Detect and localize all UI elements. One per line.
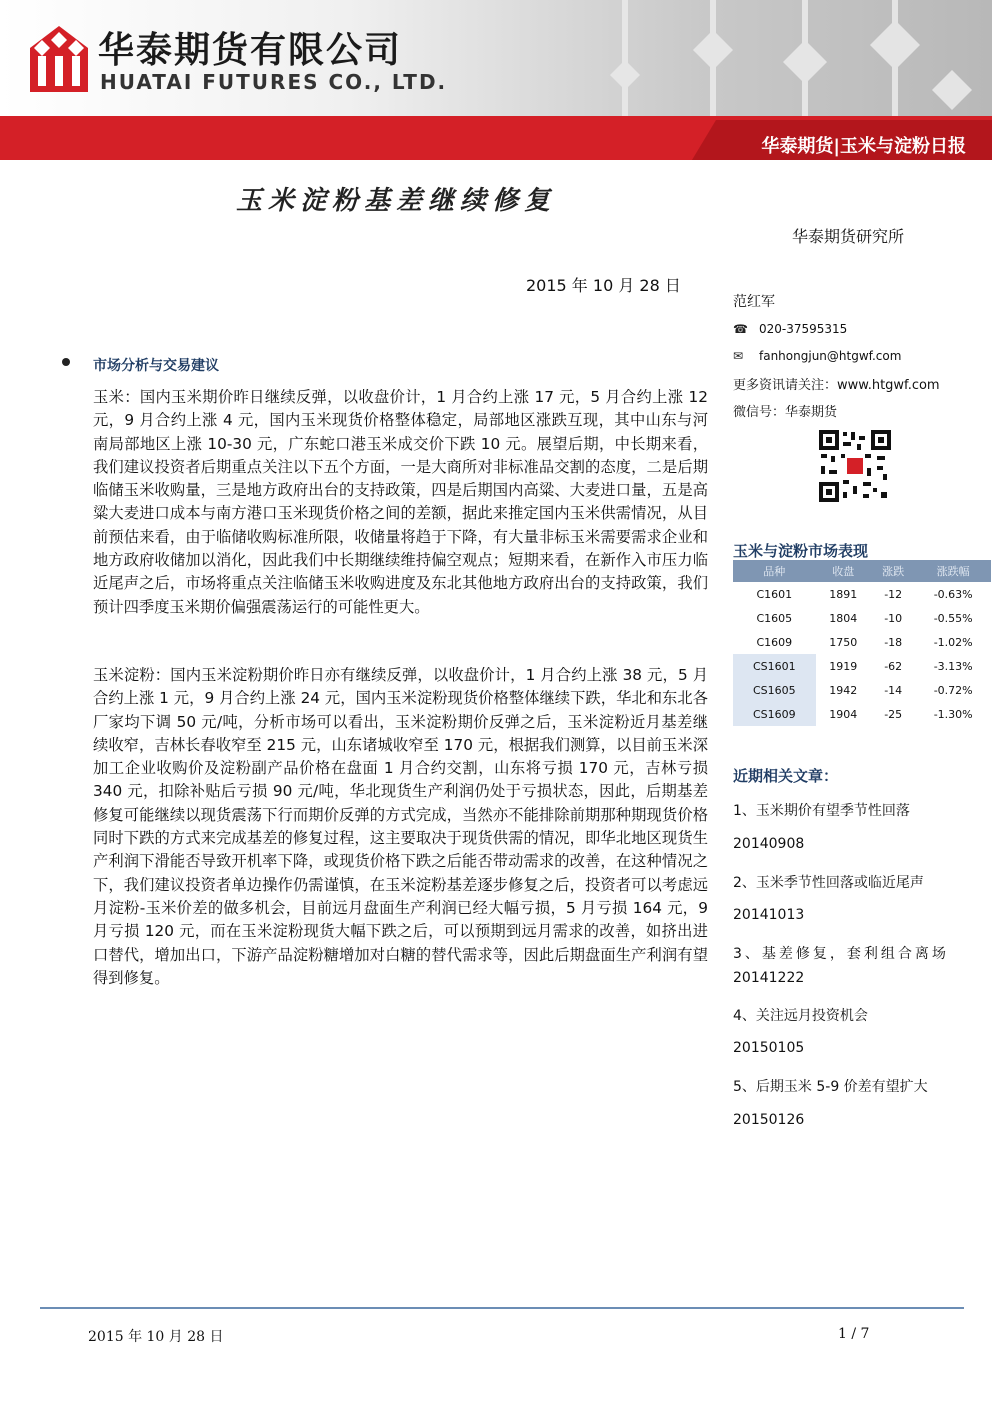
table-row	[733, 702, 991, 726]
corn-analysis-paragraph: 玉米：国内玉米期价昨日继续反弹，以收盘价计，1 月合约上涨 17 元，5 月合约上涨 12 元，9 月合约上涨 4 元，国内玉米现货价格整体稳定，局部地区涨跌互现，其中山东与河南局部地区上涨 10-30 元，广东蛇口港玉米成交价下跌 10 元。展望后期，中长期来看，我们建议投资者后期重点关注以下五个方面，一是大商所对非标准品交割的态度，二是后期临储玉米收购量，三是地方政府出台的支持政策，四是后期国内高粱、大麦进口量，五是高粱大麦进口成本与南方港口玉米现货价格之间的差额，据此来推定国内玉米供需情况，从目前预估来看，由于临储收购标准所限，收储量将趋于下降，有大量非标玉米需要需求企业和地方政府收储加以消化，因此我们中长期继续维持偏空观点；短期来看，在新作入市压力临近尾声之后，市场将重点关注临储玉米收购进度及东北其他地方政府出台的支持政策，我们预计四季度玉米期价偏强震荡运行的可能性更大。	[93, 388, 708, 616]
document-title: 玉米淀粉基差继续修复	[236, 186, 557, 216]
bullet-icon	[62, 358, 70, 366]
market-table-title: 玉米与淀粉市场表现	[733, 542, 869, 560]
market-table	[733, 560, 991, 726]
cell-code: C1609	[733, 630, 816, 654]
email-line	[733, 349, 901, 363]
company-name-cn: 华泰期货有限公司	[98, 30, 403, 71]
header-decoration-icon	[592, 0, 992, 116]
cell-close: 1891	[829, 587, 858, 601]
section-heading: 市场分析与交易建议	[93, 358, 219, 374]
cell-close: 1750	[829, 635, 858, 649]
cell-code: CS1605	[733, 678, 816, 702]
cell-close: 1919	[829, 659, 858, 673]
cell-change: -12	[884, 587, 903, 601]
cell-change: -10	[884, 611, 903, 625]
footer-date: 2015 年 10 月 28 日	[88, 1329, 224, 1345]
more-info: 更多资讯请关注：www.htgwf.com	[733, 378, 940, 393]
cell-pct: -1.02%	[933, 635, 973, 649]
cell-close: 1904	[829, 707, 858, 721]
col-header: 涨跌幅	[915, 560, 991, 582]
cell-change: -14	[884, 683, 903, 697]
cell-change: -25	[884, 707, 903, 721]
related-article-date: 20141013	[733, 907, 805, 923]
related-article-date: 20150126	[733, 1112, 805, 1128]
market-table-header	[733, 560, 991, 582]
phone-number: 020-37595315	[759, 322, 848, 336]
phone-icon: ☎	[733, 322, 748, 336]
related-article-date: 20140908	[733, 836, 805, 852]
cell-close: 1942	[829, 683, 858, 697]
table-row	[733, 678, 991, 702]
phone-line	[733, 322, 847, 336]
col-header: 涨跌	[871, 560, 915, 582]
related-article-title[interactable]: 4、关注远月投资机会	[733, 1008, 868, 1024]
page-header	[0, 0, 992, 116]
email-address[interactable]: fanhongjun@htgwf.com	[759, 349, 902, 363]
qr-code-icon	[819, 430, 891, 502]
cell-pct: -0.63%	[933, 587, 973, 601]
huatai-logo-icon	[30, 26, 88, 92]
cell-close: 1804	[829, 611, 858, 625]
cell-code: CS1609	[733, 702, 816, 726]
research-institute: 华泰期货研究所	[792, 227, 905, 246]
related-article-title[interactable]: 3、基差修复，套利组合离场	[733, 946, 949, 962]
page-number: 1 / 7	[838, 1326, 870, 1342]
author-name: 范红军	[733, 294, 775, 310]
starch-analysis-paragraph: 玉米淀粉：国内玉米淀粉期价昨日亦有继续反弹，以收盘价计，1 月合约上涨 38 元，5 月合约上涨 1 元，9 月合约上涨 24 元，国内玉米淀粉现货价格整体继续下跌，华北和东北各厂家均下调 50 元/吨，分析市场可以看出，玉米淀粉期价反弹之后，玉米淀粉近月基差继续收窄，吉林长春收窄至 215 元，山东诸城收窄至 170 元，根据我们测算，以目前玉米深加工企业收购价及淀粉副产品价格在盘面 1 月合约交割，山东将亏损 170 元，吉林亏损 340 元，扣除补贴后亏损 90 元/吨，华北现货生产利润仍处于亏损状态，因此，后期基差修复可能继续以现货震荡下行而期价反弹的方式完成，当然亦不能排除前期那种期现货价格同时下跌的方式来完成基差的修复过程，这主要取决于现货供需的情况，即华北地区现货生产利润下滑能否导致开机率下降，或现货价格下跌之后能否带动需求的改善，在这种情况之下，我们建议投资者单边操作仍需谨慎，在玉米淀粉基差逐步修复之后，投资者可以考虑远月淀粉-玉米价差的做多机会，目前远月盘面生产利润已经大幅亏损，5 月亏损 164 元，9 月亏损 120 元，而在玉米淀粉现货大幅下跌之后，可以预期到远月需求的改善，如挤出进口替代，增加出口，下游产品淀粉糖增加对白糖的替代需求等，因此后期盘面生产利润有望得到修复。	[93, 666, 708, 987]
related-article-title[interactable]: 5、后期玉米 5-9 价差有望扩大	[733, 1079, 928, 1095]
cell-code: C1601	[733, 582, 816, 606]
cell-pct: -0.55%	[933, 611, 973, 625]
table-row	[733, 630, 991, 654]
company-name-en: HUATAI FUTURES CO., LTD.	[100, 70, 448, 94]
email-icon: ✉	[733, 349, 744, 363]
col-header: 收盘	[816, 560, 871, 582]
cell-change: -62	[884, 659, 903, 673]
cell-code: CS1601	[733, 654, 816, 678]
report-name: 华泰期货|玉米与淀粉日报	[761, 136, 966, 157]
col-header: 品种	[733, 560, 816, 582]
cell-pct: -3.13%	[933, 659, 973, 673]
related-article-date: 20141222	[733, 970, 805, 986]
wechat-id: 微信号：华泰期货	[733, 405, 838, 420]
footer-divider	[40, 1307, 964, 1309]
related-articles-title: 近期相关文章：	[733, 767, 839, 785]
related-article-title[interactable]: 1、玉米期价有望季节性回落	[733, 803, 910, 819]
table-row	[733, 582, 991, 606]
cell-code: C1605	[733, 606, 816, 630]
related-article-title[interactable]: 2、玉米季节性回落或临近尾声	[733, 875, 924, 891]
report-date: 2015 年 10 月 28 日	[526, 276, 681, 295]
related-article-date: 20150105	[733, 1040, 805, 1056]
cell-change: -18	[884, 635, 903, 649]
cell-pct: -0.72%	[933, 683, 973, 697]
table-row	[733, 654, 991, 678]
table-row	[733, 606, 991, 630]
cell-pct: -1.30%	[933, 707, 973, 721]
